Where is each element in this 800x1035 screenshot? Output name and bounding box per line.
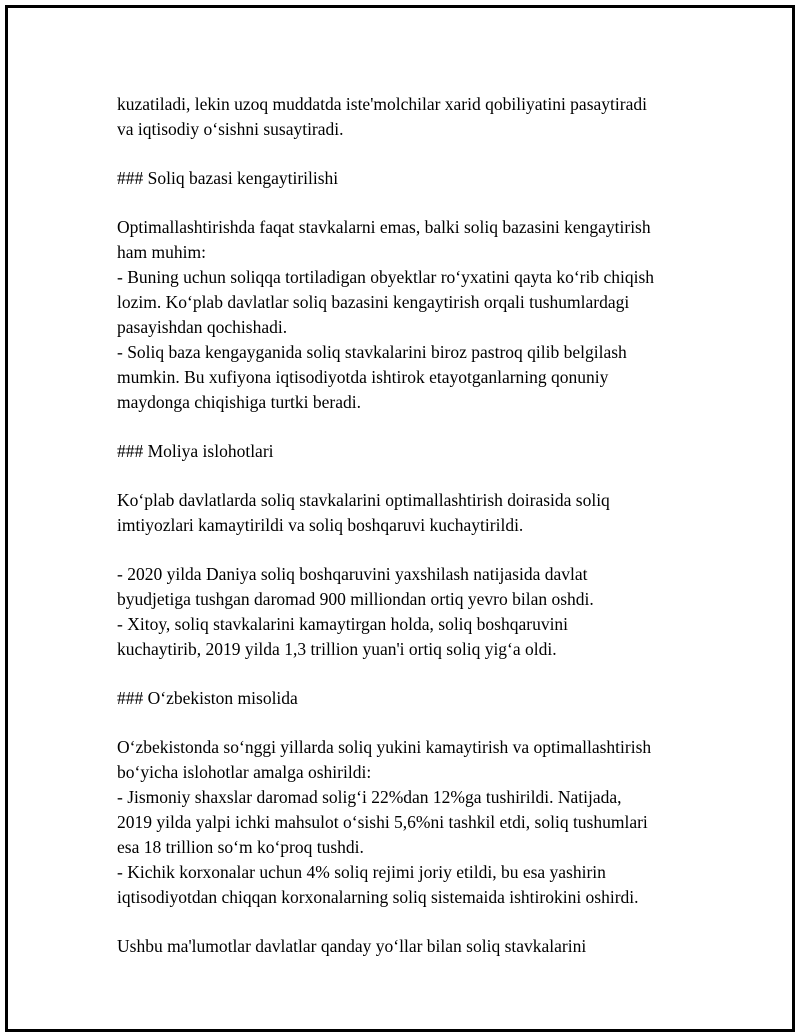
text-line: 2019 yilda yalpi ichki mahsulot o‘sishi 5,6%ni tashkil etdi, soliq tushumlari — [117, 812, 648, 832]
text-line: ### Moliya islohotlari — [117, 441, 274, 461]
paragraph-text — [117, 92, 717, 142]
paragraph-text — [117, 735, 717, 910]
text-line: lozim. Ko‘plab davlatlar soliq bazasini kengaytirish orqali tushumlardagi — [117, 292, 630, 312]
text-line: Ushbu ma'lumotlar davlatlar qanday yo‘llar bilan soliq stavkalarini — [117, 936, 587, 956]
text-line: ### Soliq bazasi kengaytirilishi — [117, 168, 339, 188]
text-line: - Soliq baza kengayganida soliq stavkalarini biroz pastroq qilib belgilash — [117, 342, 627, 362]
paragraph — [117, 735, 717, 910]
document-body — [117, 92, 717, 983]
text-line: esa 18 trillion so‘m ko‘proq tushdi. — [117, 837, 364, 857]
text-line: byudjetiga tushgan daromad 900 milliondan ortiq yevro bilan oshdi. — [117, 589, 594, 609]
section-heading-text — [117, 166, 717, 191]
section-heading — [117, 166, 717, 191]
section-heading — [117, 439, 717, 464]
text-line: - Xitoy, soliq stavkalarini kamaytirgan holda, soliq boshqaruvini — [117, 614, 569, 634]
text-line: ### O‘zbekiston misolida — [117, 688, 298, 708]
text-line: Optimallashtirishda faqat stavkalarni emas, balki soliq bazasini kengaytirish — [117, 217, 651, 237]
text-line: - 2020 yilda Daniya soliq boshqaruvini yaxshilash natijasida davlat — [117, 564, 588, 584]
text-line: bo‘yicha islohotlar amalga oshirildi: — [117, 762, 372, 782]
paragraph — [117, 92, 717, 142]
paragraph-text — [117, 562, 717, 662]
paragraph — [117, 562, 717, 662]
text-line: mumkin. Bu xufiyona iqtisodiyotda ishtirok etayotganlarning qonuniy — [117, 367, 609, 387]
paragraph — [117, 215, 717, 415]
text-line: ham muhim: — [117, 242, 206, 262]
text-line: Ko‘plab davlatlarda soliq stavkalarini optimallashtirish doirasida soliq — [117, 490, 610, 510]
text-line: - Kichik korxonalar uchun 4% soliq rejimi joriy etildi, bu esa yashirin — [117, 862, 606, 882]
text-line: va iqtisodiy o‘sishni susaytiradi. — [117, 119, 344, 139]
text-line: pasayishdan qochishadi. — [117, 317, 288, 337]
paragraph — [117, 934, 717, 959]
paragraph-text — [117, 934, 717, 959]
paragraph-text — [117, 215, 717, 415]
text-line: kuchaytirib, 2019 yilda 1,3 trillion yuan'i ortiq soliq yig‘a oldi. — [117, 639, 557, 659]
text-line: - Buning uchun soliqqa tortiladigan obyektlar ro‘yxatini qayta ko‘rib chiqish — [117, 267, 655, 287]
section-heading-text — [117, 439, 717, 464]
section-heading — [117, 686, 717, 711]
text-line: maydonga chiqishiga turtki beradi. — [117, 392, 361, 412]
paragraph-text — [117, 488, 717, 538]
text-line: - Jismoniy shaxslar daromad solig‘i 22%dan 12%ga tushirildi. Natijada, — [117, 787, 622, 807]
paragraph — [117, 488, 717, 538]
section-heading-text — [117, 686, 717, 711]
text-line: O‘zbekistonda so‘nggi yillarda soliq yukini kamaytirish va optimallashtirish — [117, 737, 652, 757]
text-line: imtiyozlari kamaytirildi va soliq boshqaruvi kuchaytirildi. — [117, 515, 524, 535]
text-line: iqtisodiyotdan chiqqan korxonalarning soliq sistemaida ishtirokini oshirdi. — [117, 887, 639, 907]
text-line: kuzatiladi, lekin uzoq muddatda iste'molchilar xarid qobiliyatini pasaytiradi — [117, 94, 647, 114]
